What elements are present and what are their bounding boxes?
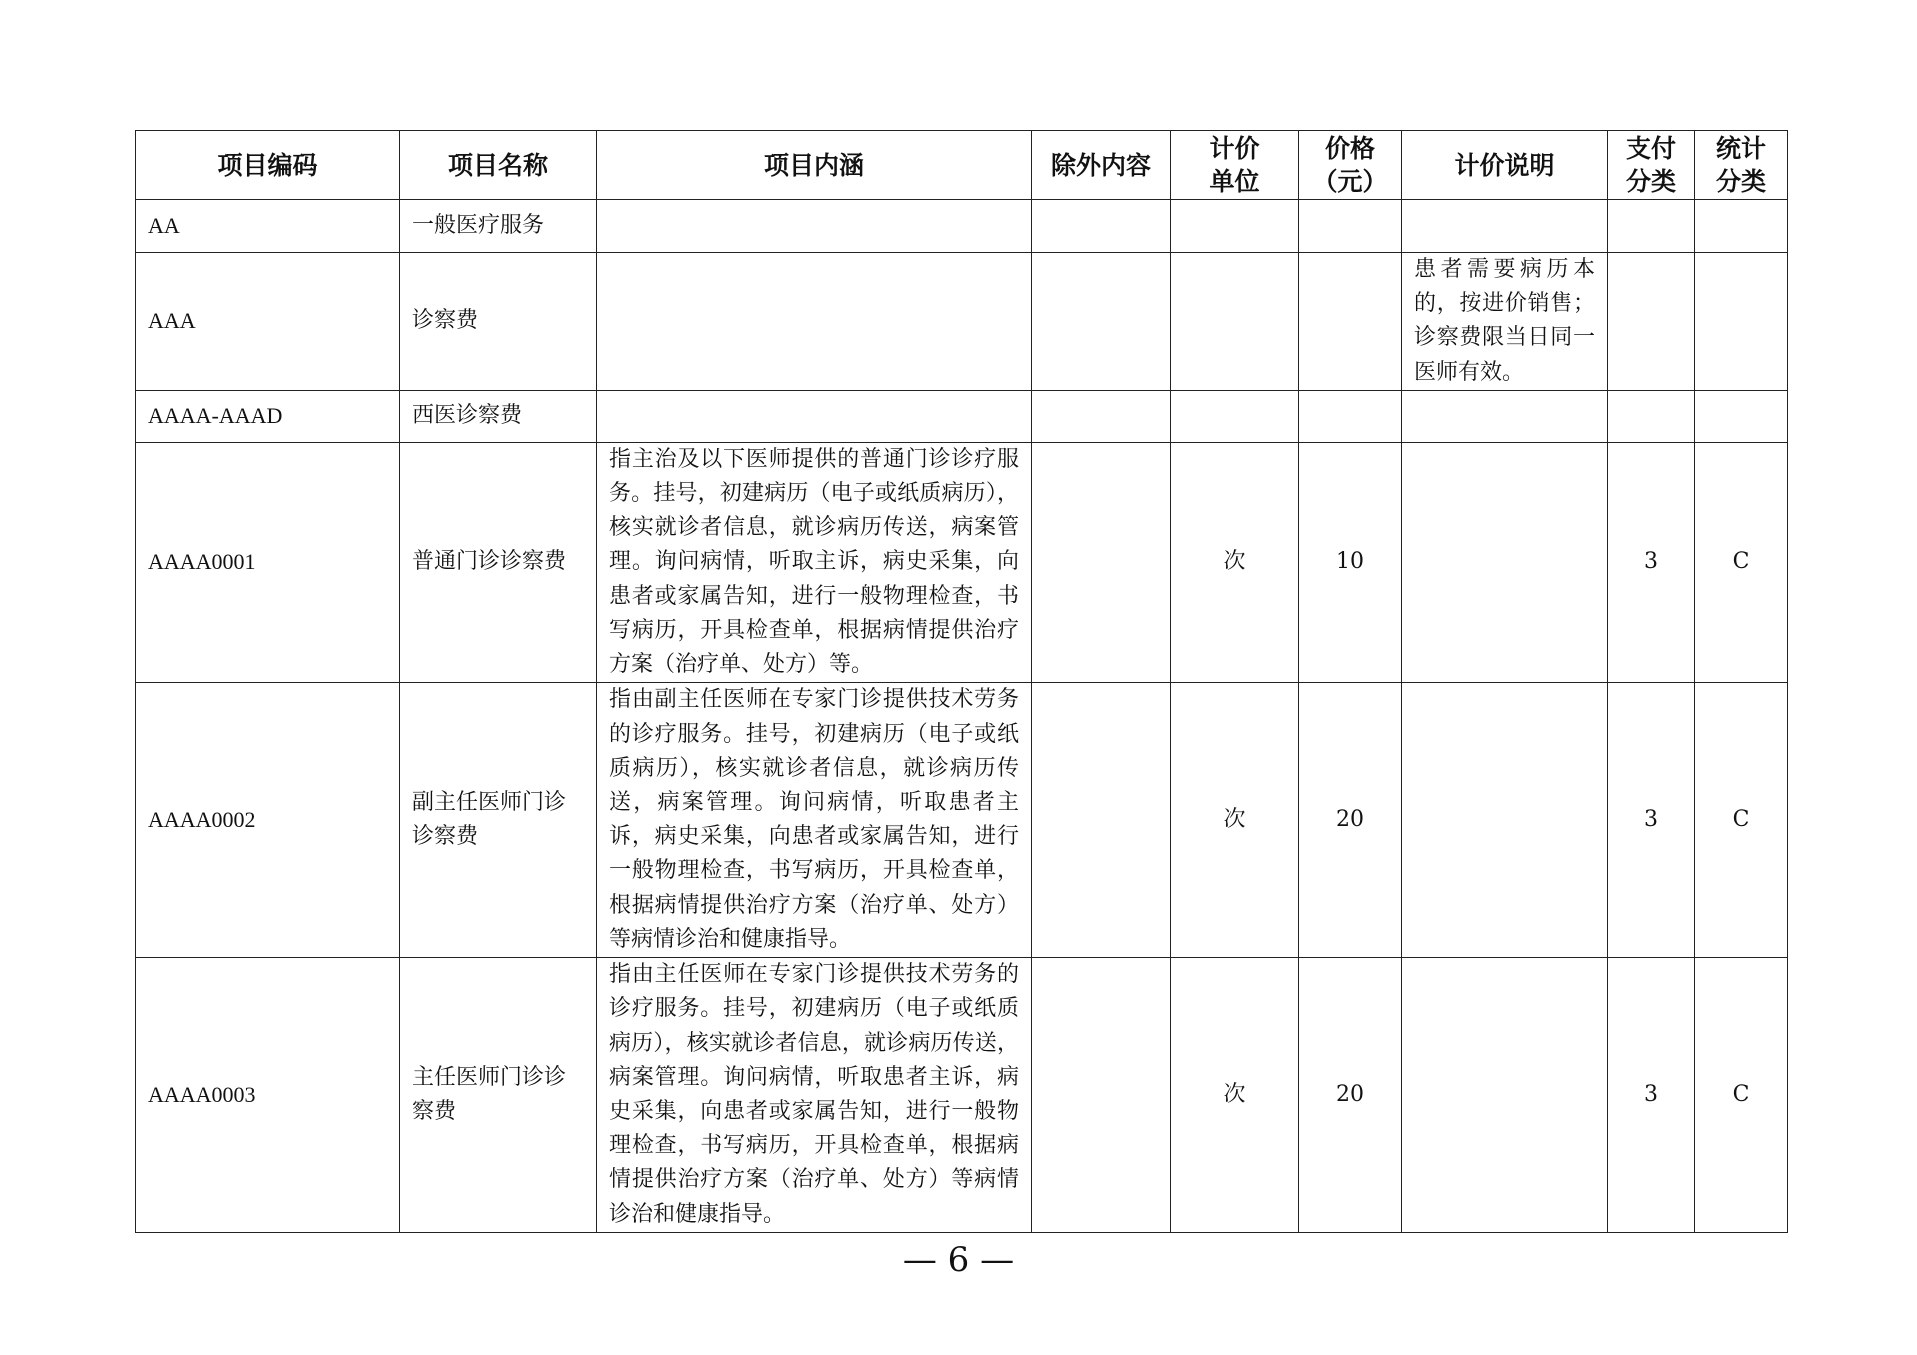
page-number: — 6 — [902, 1240, 1015, 1280]
cell-stat: C [1695, 958, 1788, 1233]
cell-note [1402, 200, 1608, 253]
header-row [136, 131, 1788, 200]
header-unit-line2: 单位 [1209, 167, 1260, 196]
cell-name: 主任医师门诊诊察费 [400, 958, 597, 1233]
cell-pay: 3 [1608, 683, 1695, 958]
cell-name: 一般医疗服务 [400, 200, 597, 253]
header-price-line2: （元） [1312, 167, 1388, 196]
cell-price [1299, 200, 1402, 253]
table-row [136, 442, 1788, 682]
table-row [136, 200, 1788, 253]
cell-exclusion [1032, 253, 1171, 391]
cell-exclusion [1032, 442, 1171, 682]
cell-content [597, 200, 1032, 253]
header-price-line1: 价格 [1324, 134, 1375, 163]
cell-pay [1608, 253, 1695, 391]
cell-name: 诊察费 [400, 253, 597, 391]
cell-unit: 次 [1171, 683, 1299, 958]
cell-note [1402, 442, 1608, 682]
header-content: 项目内涵 [597, 131, 1032, 200]
cell-stat [1695, 253, 1788, 391]
cell-name: 副主任医师门诊诊察费 [400, 683, 597, 958]
cell-content: 指由副主任医师在专家门诊提供技术劳务的诊疗服务。挂号，初建病历（电子或纸质病历），核实就诊者信息，就诊病历传送，病案管理。询问病情，听取患者主诉，病史采集，向患者或家属告知，进行一般物理检查，书写病历，开具检查单，根据病情提供治疗方案（治疗单、处方）等病情诊治和健康指导。 [597, 683, 1032, 958]
cell-code: AAAA-AAAD [136, 390, 400, 442]
cell-content [597, 390, 1032, 442]
cell-code: AA [136, 200, 400, 253]
cell-unit [1171, 200, 1299, 253]
cell-stat [1695, 200, 1788, 253]
cell-exclusion [1032, 683, 1171, 958]
header-pay-line2: 分类 [1625, 167, 1676, 196]
price-table [135, 130, 1788, 1233]
table-row [136, 683, 1788, 958]
cell-unit: 次 [1171, 958, 1299, 1233]
cell-price [1299, 253, 1402, 391]
cell-note [1402, 683, 1608, 958]
cell-pay [1608, 200, 1695, 253]
cell-price [1299, 390, 1402, 442]
header-stat-line2: 分类 [1715, 167, 1766, 196]
cell-exclusion [1032, 390, 1171, 442]
cell-pay: 3 [1608, 958, 1695, 1233]
header-pay-line1: 支付 [1625, 134, 1676, 163]
cell-code: AAAA0002 [136, 683, 400, 958]
cell-stat: C [1695, 683, 1788, 958]
cell-price: 10 [1299, 442, 1402, 682]
cell-code: AAA [136, 253, 400, 391]
header-note: 计价说明 [1402, 131, 1608, 200]
cell-unit: 次 [1171, 442, 1299, 682]
cell-name: 普通门诊诊察费 [400, 442, 597, 682]
header-stat-line1: 统计 [1715, 134, 1766, 163]
cell-price: 20 [1299, 958, 1402, 1233]
cell-price: 20 [1299, 683, 1402, 958]
cell-pay [1608, 390, 1695, 442]
cell-content: 指由主任医师在专家门诊提供技术劳务的诊疗服务。挂号，初建病历（电子或纸质病历），核实就诊者信息，就诊病历传送，病案管理。询问病情，听取患者主诉，病史采集，向患者或家属告知，进行一般物理检查，书写病历，开具检查单，根据病情提供治疗方案（治疗单、处方）等病情诊治和健康指导。 [597, 958, 1032, 1233]
header-exclusion: 除外内容 [1032, 131, 1171, 200]
cell-code: AAAA0001 [136, 442, 400, 682]
cell-pay: 3 [1608, 442, 1695, 682]
header-unit-line1: 计价 [1209, 134, 1260, 163]
cell-note [1402, 390, 1608, 442]
cell-code: AAAA0003 [136, 958, 400, 1233]
cell-content [597, 253, 1032, 391]
header-name: 项目名称 [400, 131, 597, 200]
table-row [136, 253, 1788, 391]
header-code: 项目编码 [136, 131, 400, 200]
cell-unit [1171, 253, 1299, 391]
header-unit [1171, 131, 1299, 200]
cell-stat [1695, 390, 1788, 442]
cell-name: 西医诊察费 [400, 390, 597, 442]
cell-exclusion [1032, 958, 1171, 1233]
header-pay [1608, 131, 1695, 200]
header-stat [1695, 131, 1788, 200]
cell-unit [1171, 390, 1299, 442]
cell-stat: C [1695, 442, 1788, 682]
header-price [1299, 131, 1402, 200]
cell-note: 患者需要病历本的，按进价销售；诊察费限当日同一医师有效。 [1402, 253, 1608, 391]
cell-note [1402, 958, 1608, 1233]
table-row [136, 390, 1788, 442]
cell-exclusion [1032, 200, 1171, 253]
table-row [136, 958, 1788, 1233]
cell-content: 指主治及以下医师提供的普通门诊诊疗服务。挂号，初建病历（电子或纸质病历），核实就诊者信息，就诊病历传送，病案管理。询问病情，听取主诉，病史采集，向患者或家属告知，进行一般物理检查，书写病历，开具检查单，根据病情提供治疗方案（治疗单、处方）等。 [597, 442, 1032, 682]
